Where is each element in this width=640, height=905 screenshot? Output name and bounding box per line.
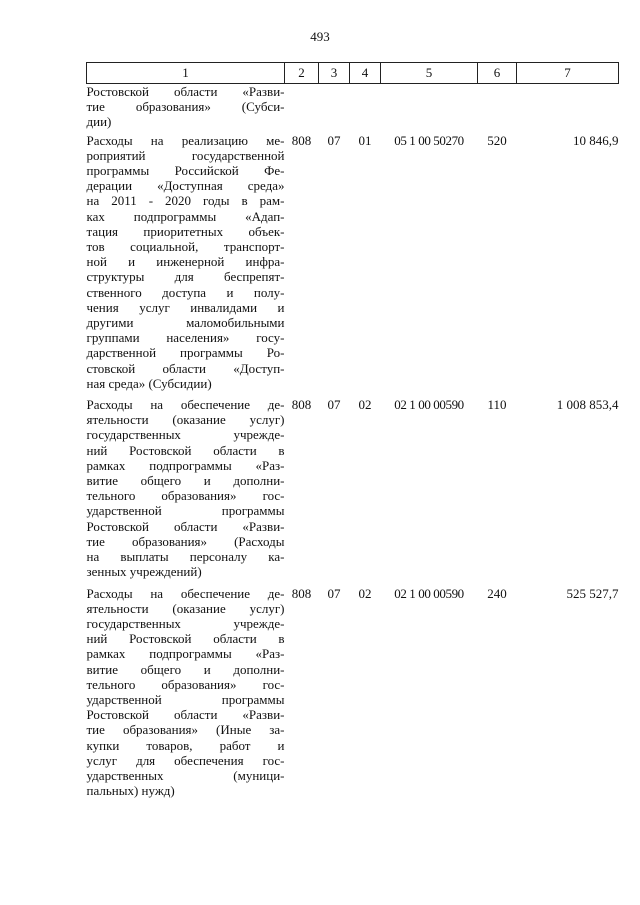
description-line: ятельности (оказание услуг) — [86, 412, 285, 428]
column-header: 7 — [517, 63, 619, 84]
amount-value: 10 846,9 — [573, 132, 619, 148]
row-description — [87, 84, 285, 130]
admin-code — [285, 84, 319, 130]
description-line: тие образования» (Расходы — [86, 533, 285, 549]
description-line: рамках подпрограммы «Раз- — [86, 457, 285, 473]
description-line: ний Ростовской области в — [86, 631, 285, 647]
table-row — [87, 84, 619, 130]
expense-type-code: 520 — [487, 132, 507, 148]
column-header: 6 — [478, 63, 517, 84]
expense-type-code: 240 — [487, 585, 507, 601]
admin-code: 808 — [291, 132, 312, 148]
description-line: рамках подпрограммы «Раз- — [86, 646, 285, 662]
admin-code: 808 — [291, 585, 312, 601]
column-header: 1 — [87, 63, 285, 84]
description-line: ная среда» (Субсидии) — [86, 375, 212, 391]
description-line: дии) — [86, 114, 112, 130]
description-line: Ростовской области «Разви- — [86, 518, 285, 534]
amount-value — [517, 84, 619, 130]
description-line: витие общего и дополни- — [86, 473, 285, 489]
description-line: другими маломобильными — [86, 315, 285, 331]
description-line: ственного доступа и полу- — [86, 284, 285, 300]
subsection-code: 02 — [358, 585, 372, 601]
description-line: тов социальной, транспорт- — [86, 239, 285, 255]
description-line: Ростовской области «Разви- — [86, 707, 285, 723]
description-line: государственных учрежде- — [86, 427, 285, 443]
column-header: 3 — [319, 63, 350, 84]
target-article-code: 02 1 00 00590 — [394, 397, 464, 413]
section-code: 07 — [327, 585, 341, 601]
description-line: стовской области «Доступ- — [86, 360, 285, 376]
description-line: витие общего и дополни- — [86, 661, 285, 677]
description-line: тие образования» (Иные за- — [86, 722, 285, 738]
description-line: программы Российской Фе- — [86, 163, 285, 179]
page-number: 493 — [310, 29, 330, 44]
description-line: тация приоритетных объек- — [86, 223, 285, 239]
table-row — [87, 394, 619, 582]
admin-code: 808 — [291, 397, 312, 413]
description-line: пальных) нужд) — [86, 783, 175, 799]
description-line: группами населения» госу- — [86, 330, 285, 346]
target-article-code: 02 1 00 00590 — [394, 585, 464, 601]
description-line: Расходы на реализацию ме- — [86, 132, 285, 148]
description-line: дерации «Доступная среда» — [86, 178, 285, 194]
target-article-code: 05 1 00 50270 — [394, 132, 464, 148]
expense-type-code: 110 — [487, 397, 507, 413]
row-description — [87, 394, 285, 582]
description-line: тельного образования» гос- — [86, 676, 285, 692]
description-line: ках подпрограммы «Адап- — [86, 208, 285, 224]
description-line: Расходы на обеспечение де- — [86, 585, 285, 601]
table-row — [87, 583, 619, 802]
description-line: дарственной программы Ро- — [86, 345, 285, 361]
description-line: на выплаты персоналу ка- — [86, 549, 285, 565]
description-line: ударственной программы — [86, 503, 285, 519]
description-line: чения услуг инвалидами и — [86, 299, 285, 315]
section-code: 07 — [327, 397, 341, 413]
table-row — [87, 130, 619, 394]
budget-table — [86, 62, 619, 801]
amount-value: 525 527,7 — [566, 585, 619, 601]
description-line: зенных учреждений) — [86, 564, 202, 580]
row-description — [87, 583, 285, 802]
description-line: ударственной программы — [86, 691, 285, 707]
column-header: 5 — [381, 63, 478, 84]
subsection-code: 01 — [358, 132, 372, 148]
description-line: ударственных (муници- — [86, 767, 285, 783]
expense-type-code — [478, 84, 517, 130]
description-line: тие образования» (Субси- — [86, 99, 285, 115]
subsection-code — [350, 84, 381, 130]
description-line: роприятий государственной — [86, 147, 285, 163]
subsection-code: 02 — [358, 397, 372, 413]
description-line: купки товаров, работ и — [86, 737, 285, 753]
column-header: 4 — [350, 63, 381, 84]
description-line: государственных учрежде- — [86, 615, 285, 631]
description-line: ний Ростовской области в — [86, 442, 285, 458]
target-article-code — [381, 84, 478, 130]
section-code: 07 — [327, 132, 341, 148]
description-line: ятельности (оказание услуг) — [86, 600, 285, 616]
amount-value: 1 008 853,4 — [556, 397, 619, 413]
section-code — [319, 84, 350, 130]
description-line: на 2011 - 2020 годы в рам- — [86, 193, 285, 209]
description-line: ной и инженерной инфра- — [86, 254, 285, 270]
description-line: Расходы на обеспечение де- — [86, 397, 285, 413]
description-line: структуры для беспрепят- — [86, 269, 285, 285]
description-line: тельного образования» гос- — [86, 488, 285, 504]
description-line: Ростовской области «Разви- — [86, 84, 285, 99]
description-line: услуг для обеспечения гос- — [86, 752, 285, 768]
row-description — [87, 130, 285, 394]
table-header-row — [87, 63, 619, 84]
column-header: 2 — [285, 63, 319, 84]
